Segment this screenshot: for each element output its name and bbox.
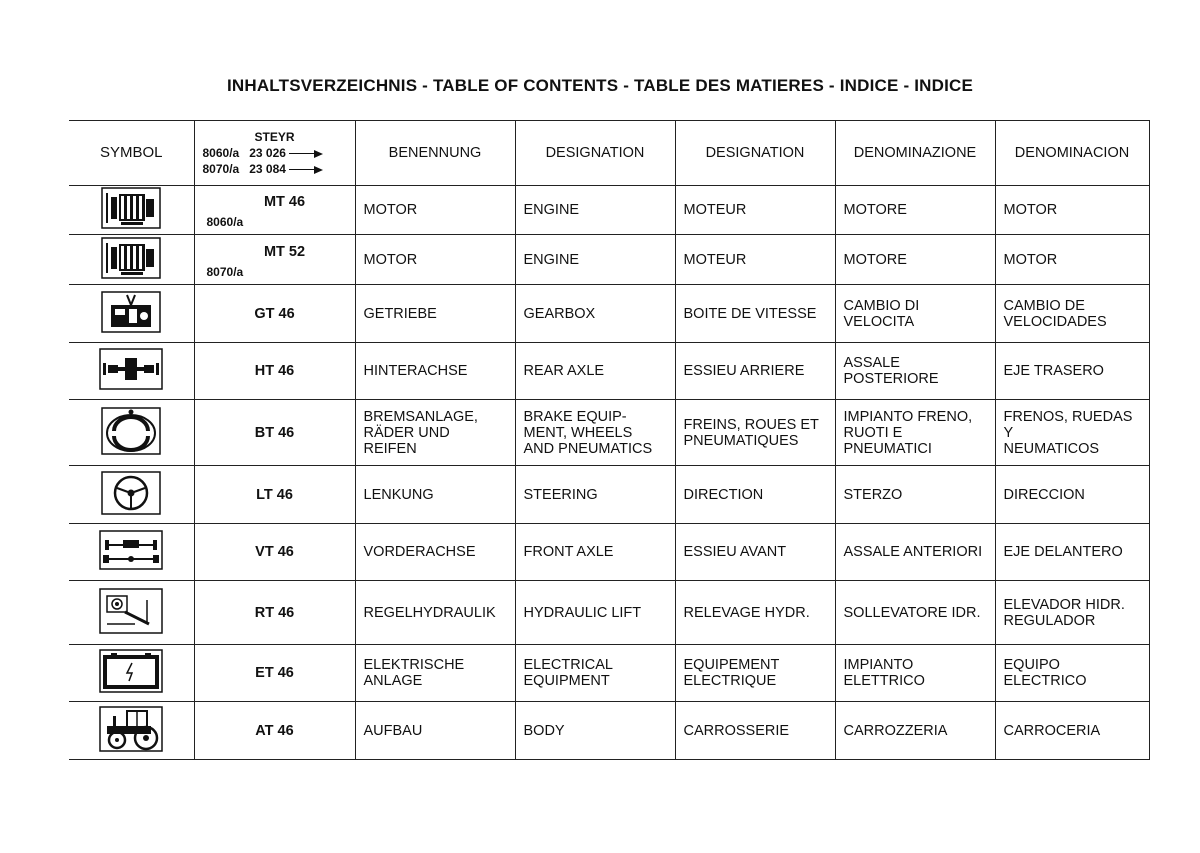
table-row <box>69 645 1149 702</box>
section-code-cell <box>194 524 355 581</box>
column-header-designation-fr: DESIGNATION <box>675 121 835 186</box>
cell-text: ASSALE ANTERIORI <box>843 544 983 560</box>
cell-designation-en <box>515 645 675 702</box>
section-code-cell <box>194 702 355 760</box>
cell-text: EQUIPEMENT <box>683 657 780 673</box>
table-row <box>69 524 1149 581</box>
section-code: AT 46 <box>255 722 294 739</box>
symbol-header: SYMBOL <box>69 121 194 186</box>
cell-text: ESSIEU AVANT <box>683 544 787 560</box>
symbol-cell <box>69 524 194 581</box>
cell-text: POSTERIORE <box>843 371 939 387</box>
section-code: MT 46 <box>263 194 306 210</box>
column-header-designation-en: DESIGNATION <box>515 121 675 186</box>
section-code-cell <box>194 343 355 400</box>
section-code-cell <box>194 645 355 702</box>
cell-benennung <box>355 400 515 466</box>
table-row <box>69 186 1149 235</box>
cell-benennung <box>355 343 515 400</box>
cell-denominazione <box>835 343 995 400</box>
steyr-model-2: 8070/a <box>202 162 240 176</box>
cell-text: GETRIEBE <box>363 305 437 322</box>
cell-text: REGULADOR <box>1003 612 1096 629</box>
cell-text: AUFBAU <box>363 722 423 739</box>
steering-wheel-icon <box>101 471 161 519</box>
contents-table <box>69 120 1150 760</box>
section-code: LT 46 <box>256 486 293 503</box>
cell-text: SOLLEVATORE IDR. <box>843 604 981 621</box>
cell-text: LENKUNG <box>363 486 434 503</box>
cell-text: ESSIEU ARRIERE <box>683 363 805 379</box>
cell-text: ENGINE <box>523 202 580 218</box>
section-code-cell <box>194 285 355 343</box>
table-row <box>69 285 1149 343</box>
table-row <box>69 466 1149 524</box>
cell-designation-en <box>515 400 675 466</box>
steyr-serial-1: 23 026 <box>249 146 286 160</box>
cell-designation-fr <box>675 186 835 235</box>
cell-text: REAR AXLE <box>523 363 605 379</box>
cell-text: HYDRAULIC LIFT <box>523 604 642 621</box>
symbol-cell <box>69 645 194 702</box>
cell-designation-en <box>515 466 675 524</box>
cell-text: BODY <box>523 722 565 739</box>
cell-text: ASSALE <box>843 355 900 371</box>
column-header-denominazione: DENOMINAZIONE <box>835 121 995 186</box>
hydraulic-lift-icon <box>99 588 163 638</box>
cell-denominazione <box>835 702 995 760</box>
cell-text: MENT, WHEELS <box>523 424 633 441</box>
cell-text: ANLAGE <box>363 673 423 689</box>
cell-text: PNEUMATIQUES <box>683 432 799 449</box>
cell-text: FRENOS, RUEDAS Y <box>1003 408 1133 441</box>
cell-text: BOITE DE VITESSE <box>683 305 817 322</box>
cell-designation-fr <box>675 702 835 760</box>
cell-benennung <box>355 466 515 524</box>
cell-text: MOTOR <box>363 202 418 218</box>
section-code-cell <box>194 581 355 645</box>
cell-text: MOTORE <box>843 251 907 268</box>
symbol-cell <box>69 235 194 285</box>
cell-text: EJE DELANTERO <box>1003 544 1123 560</box>
symbol-cell <box>69 581 194 645</box>
section-code: ET 46 <box>255 665 294 681</box>
page-title: INHALTSVERZEICHNIS - TABLE OF CONTENTS - TABLE DES MATIERES - INDICE - INDICE <box>226 76 974 95</box>
cell-benennung <box>355 524 515 581</box>
front-axle-icon <box>99 530 163 574</box>
cell-designation-en <box>515 343 675 400</box>
steyr-header <box>194 121 355 186</box>
cell-text: REGELHYDRAULIK <box>363 604 496 621</box>
model-label: 8070/a <box>206 265 244 279</box>
cell-designation-fr <box>675 466 835 524</box>
cell-text: ELEVADOR HIDR. <box>1003 596 1125 613</box>
cell-designation-en <box>515 235 675 285</box>
table-row <box>69 400 1149 466</box>
cell-text: STEERING <box>523 486 598 503</box>
engine-icon <box>101 187 161 233</box>
cell-text: AND PNEUMATICS <box>523 440 653 457</box>
cell-designation-fr <box>675 343 835 400</box>
cell-text: EJE TRASERO <box>1003 363 1104 379</box>
arrow-right-icon <box>289 150 323 158</box>
cell-text: MOTORE <box>843 202 907 218</box>
cell-text: EQUIPO ELECTRICO <box>1003 657 1087 689</box>
section-code-cell <box>194 400 355 466</box>
cell-text: GEARBOX <box>523 305 596 322</box>
cell-denominazione <box>835 581 995 645</box>
cell-text: VELOCIDADES <box>1003 313 1107 330</box>
cell-text: EQUIPMENT <box>523 673 610 689</box>
section-code-cell <box>194 235 355 285</box>
cell-text: DIRECTION <box>683 486 764 503</box>
cell-text: ENGINE <box>523 251 580 268</box>
rear-axle-icon <box>99 348 163 394</box>
cell-denominazione <box>835 524 995 581</box>
cell-text: STERZO <box>843 486 903 503</box>
cell-denominacion <box>995 645 1149 702</box>
cell-text: ELEKTRISCHE <box>363 657 465 673</box>
symbol-cell <box>69 343 194 400</box>
cell-designation-fr <box>675 235 835 285</box>
table-row <box>69 581 1149 645</box>
cell-text: MOTOR <box>1003 251 1058 268</box>
cell-benennung <box>355 702 515 760</box>
symbol-cell <box>69 400 194 466</box>
header-row <box>69 121 1149 186</box>
cell-designation-fr <box>675 524 835 581</box>
cell-designation-en <box>515 285 675 343</box>
cell-denominacion <box>995 235 1149 285</box>
cell-text: CARROSSERIE <box>683 722 790 739</box>
cell-denominacion <box>995 466 1149 524</box>
cell-text: FREINS, ROUES ET <box>683 416 819 433</box>
cell-text: MOTOR <box>1003 202 1058 218</box>
cell-denominazione <box>835 466 995 524</box>
cell-text: MOTEUR <box>683 251 747 268</box>
column-header-denominacion: DENOMINACION <box>995 121 1149 186</box>
cell-designation-fr <box>675 285 835 343</box>
cell-text: IMPIANTO <box>843 657 914 673</box>
cell-text: ELETTRICO <box>843 673 925 689</box>
symbol-cell <box>69 285 194 343</box>
section-code: RT 46 <box>254 604 295 621</box>
cell-designation-fr <box>675 581 835 645</box>
section-code-cell <box>194 186 355 235</box>
cell-text: REIFEN <box>363 440 417 457</box>
cell-designation-fr <box>675 645 835 702</box>
cell-text: ELECTRIQUE <box>683 673 777 689</box>
cell-denominacion <box>995 581 1149 645</box>
arrow-right-icon <box>289 166 323 174</box>
model-label: 8060/a <box>206 215 244 229</box>
cell-denominazione <box>835 235 995 285</box>
symbol-cell <box>69 702 194 760</box>
cell-text: VELOCITA <box>843 313 915 330</box>
cell-text: ELECTRICAL <box>523 657 613 673</box>
cell-text: NEUMATICOS <box>1003 440 1100 457</box>
cell-denominacion <box>995 343 1149 400</box>
cell-text: PNEUMATICI <box>843 440 932 457</box>
cell-text: CAMBIO DE <box>1003 297 1085 314</box>
cell-text: HINTERACHSE <box>363 363 468 379</box>
cell-denominacion <box>995 702 1149 760</box>
table-row <box>69 343 1149 400</box>
section-code-cell <box>194 466 355 524</box>
cell-text: RÄDER UND <box>363 424 450 441</box>
cell-denominazione <box>835 645 995 702</box>
cell-benennung <box>355 645 515 702</box>
cell-text: VORDERACHSE <box>363 544 476 560</box>
cell-designation-en <box>515 186 675 235</box>
steyr-title: STEYR <box>254 130 295 144</box>
cell-designation-en <box>515 581 675 645</box>
cell-denominacion <box>995 285 1149 343</box>
symbol-cell <box>69 466 194 524</box>
table-row <box>69 235 1149 285</box>
cell-benennung <box>355 235 515 285</box>
cell-denominazione <box>835 186 995 235</box>
cell-text: CARROZZERIA <box>843 722 948 739</box>
cell-text: RUOTI E <box>843 424 903 441</box>
section-code: MT 52 <box>263 243 306 260</box>
section-code: HT 46 <box>254 363 295 379</box>
cell-text: CARROCERIA <box>1003 722 1101 739</box>
brake-icon <box>101 407 161 459</box>
cell-designation-en <box>515 524 675 581</box>
section-code: BT 46 <box>254 424 295 441</box>
cell-benennung <box>355 581 515 645</box>
steyr-serial-2: 23 084 <box>249 162 286 176</box>
cell-text: FRONT AXLE <box>523 544 614 560</box>
cell-benennung <box>355 285 515 343</box>
engine-icon <box>101 237 161 283</box>
section-code: VT 46 <box>255 544 294 560</box>
cell-text: BRAKE EQUIP- <box>523 408 627 425</box>
cell-denominacion <box>995 400 1149 466</box>
cell-benennung <box>355 186 515 235</box>
cell-denominacion <box>995 186 1149 235</box>
section-code: GT 46 <box>254 305 295 322</box>
cell-denominacion <box>995 524 1149 581</box>
cell-text: CAMBIO DI <box>843 297 920 314</box>
cell-text: DIRECCION <box>1003 486 1085 503</box>
gearbox-icon <box>101 291 161 337</box>
tractor-icon <box>99 706 163 756</box>
cell-text: IMPIANTO FRENO, <box>843 408 973 425</box>
column-header-benennung: BENENNUNG <box>355 121 515 186</box>
steyr-model-1: 8060/a <box>202 146 240 160</box>
cell-text: MOTEUR <box>683 202 747 218</box>
cell-designation-fr <box>675 400 835 466</box>
symbol-cell <box>69 186 194 235</box>
cell-denominazione <box>835 285 995 343</box>
table-row <box>69 702 1149 760</box>
cell-text: MOTOR <box>363 251 418 268</box>
cell-text: BREMSANLAGE, <box>363 408 478 425</box>
cell-denominazione <box>835 400 995 466</box>
cell-designation-en <box>515 702 675 760</box>
cell-text: RELEVAGE HYDR. <box>683 604 810 621</box>
battery-icon <box>99 649 163 697</box>
